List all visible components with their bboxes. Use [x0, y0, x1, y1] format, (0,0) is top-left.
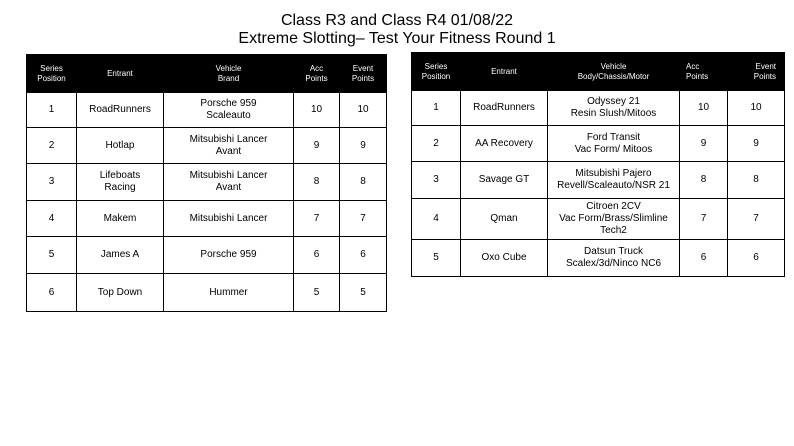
- header-series-position: Series Position: [412, 53, 461, 91]
- cell-entrant: RoadRunners: [77, 93, 164, 128]
- cell-event-points: 9: [728, 126, 785, 162]
- cell-acc-points: 9: [680, 126, 728, 162]
- cell-vehicle: Mitsubishi Lancer Avant: [164, 128, 294, 164]
- table-row: [27, 93, 387, 128]
- cell-position: 5: [27, 237, 77, 274]
- cell-event-points: 10: [340, 93, 387, 128]
- cell-vehicle: Citroen 2CV Vac Form/Brass/Slimline Tech2: [548, 199, 680, 240]
- cell-entrant: RoadRunners: [461, 91, 548, 126]
- cell-event-points: 9: [340, 128, 387, 164]
- cell-vehicle: Mitsubishi Lancer Avant: [164, 164, 294, 201]
- cell-acc-points: 7: [294, 201, 340, 237]
- results-table-r3: [26, 54, 387, 312]
- cell-position: 4: [27, 201, 77, 237]
- header-event-points: Event Points: [728, 53, 785, 91]
- cell-acc-points: 6: [294, 237, 340, 274]
- cell-event-points: 8: [728, 162, 785, 199]
- header-series-position: Series Position: [27, 55, 77, 93]
- table-header-row: [27, 55, 387, 93]
- table-row: [412, 240, 785, 277]
- cell-vehicle: Odyssey 21 Resin Slush/Mitoos: [548, 91, 680, 126]
- cell-position: 3: [412, 162, 461, 199]
- cell-vehicle: Mitsubishi Lancer: [164, 201, 294, 237]
- cell-position: 6: [27, 274, 77, 312]
- page-title: Class R3 and Class R4 01/08/22: [280, 12, 514, 29]
- cell-event-points: 6: [728, 240, 785, 277]
- table-row: [412, 91, 785, 126]
- table-row: [27, 128, 387, 164]
- header-entrant: Entrant: [77, 55, 164, 93]
- cell-acc-points: 6: [680, 240, 728, 277]
- results-table-r4: [411, 52, 785, 277]
- cell-event-points: 8: [340, 164, 387, 201]
- page-subtitle: Extreme Slotting– Test Your Fitness Round 1: [238, 30, 556, 47]
- cell-position: 2: [27, 128, 77, 164]
- cell-event-points: 7: [340, 201, 387, 237]
- cell-acc-points: 10: [294, 93, 340, 128]
- cell-vehicle: Mitsubishi Pajero Revell/Scaleauto/NSR 21: [548, 162, 680, 199]
- cell-event-points: 10: [728, 91, 785, 126]
- cell-entrant: Oxo Cube: [461, 240, 548, 277]
- header-acc-points: Acc Points: [294, 55, 340, 93]
- cell-acc-points: 7: [680, 199, 728, 240]
- cell-entrant: Hotlap: [77, 128, 164, 164]
- cell-acc-points: 9: [294, 128, 340, 164]
- cell-entrant: Lifeboats Racing: [77, 164, 164, 201]
- cell-acc-points: 10: [680, 91, 728, 126]
- table-row: [412, 162, 785, 199]
- cell-position: 4: [412, 199, 461, 240]
- cell-entrant: Top Down: [77, 274, 164, 312]
- cell-vehicle: Hummer: [164, 274, 294, 312]
- cell-entrant: Makem: [77, 201, 164, 237]
- cell-vehicle: Datsun Truck Scalex/3d/Ninco NC6: [548, 240, 680, 277]
- cell-event-points: 6: [340, 237, 387, 274]
- table-row: [412, 126, 785, 162]
- header-vehicle: Vehicle Brand: [164, 55, 294, 93]
- cell-position: 1: [27, 93, 77, 128]
- table-header-row: [412, 53, 785, 91]
- cell-position: 1: [412, 91, 461, 126]
- cell-acc-points: 8: [294, 164, 340, 201]
- cell-event-points: 5: [340, 274, 387, 312]
- cell-vehicle: Porsche 959: [164, 237, 294, 274]
- cell-acc-points: 5: [294, 274, 340, 312]
- table-row: [27, 237, 387, 274]
- table-row: [412, 199, 785, 240]
- cell-position: 2: [412, 126, 461, 162]
- header-vehicle: Vehicle Body/Chassis/Motor: [548, 53, 680, 91]
- cell-entrant: James A: [77, 237, 164, 274]
- cell-entrant: AA Recovery: [461, 126, 548, 162]
- cell-event-points: 7: [728, 199, 785, 240]
- table-row: [27, 201, 387, 237]
- cell-entrant: Savage GT: [461, 162, 548, 199]
- table-row: [27, 274, 387, 312]
- header-acc-points: Acc Points: [680, 53, 728, 91]
- header-entrant: Entrant: [461, 53, 548, 91]
- cell-vehicle: Ford Transit Vac Form/ Mitoos: [548, 126, 680, 162]
- cell-position: 5: [412, 240, 461, 277]
- table-row: [27, 164, 387, 201]
- cell-vehicle: Porsche 959 Scaleauto: [164, 93, 294, 128]
- cell-entrant: Qman: [461, 199, 548, 240]
- header-event-points: Event Points: [340, 55, 387, 93]
- cell-acc-points: 8: [680, 162, 728, 199]
- cell-position: 3: [27, 164, 77, 201]
